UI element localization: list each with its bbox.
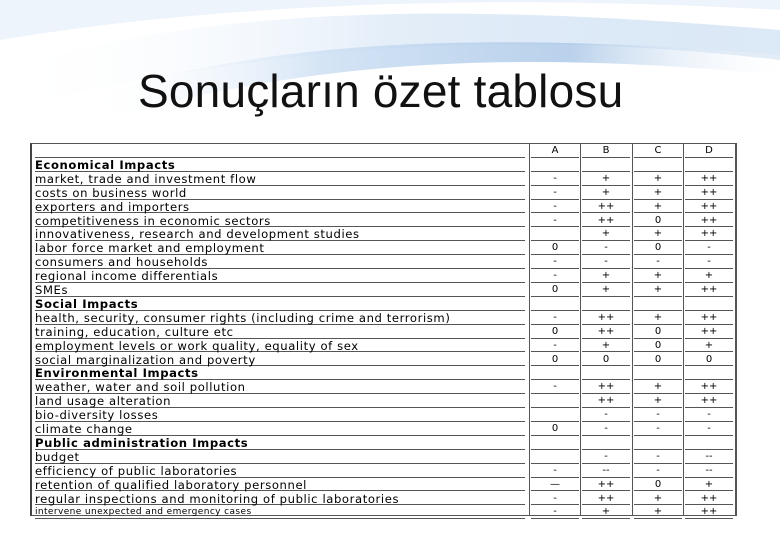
cell-c: +: [634, 311, 682, 325]
table-row: [32, 255, 737, 269]
row-label: innovativeness, research and development studies: [35, 227, 525, 241]
cell-c: [634, 297, 682, 311]
cell-a: [531, 436, 579, 450]
cell-b: -: [582, 241, 630, 255]
table-row: [32, 380, 737, 394]
table-row: [32, 422, 737, 436]
cell-c: [634, 366, 682, 380]
row-label: regular inspections and monitoring of public laboratories: [35, 492, 525, 506]
cell-b: +: [582, 186, 630, 200]
cell-d: [685, 436, 733, 450]
cell-c: 0: [634, 214, 682, 228]
column-header-b: B: [582, 144, 630, 158]
row-label: competitiveness in economic sectors: [35, 214, 525, 228]
table-section-row: [32, 158, 737, 172]
cell-a: —: [531, 478, 579, 492]
row-label: intervene unexpected and emergency cases: [35, 505, 525, 519]
cell-c: +: [634, 283, 682, 297]
cell-b: +: [582, 505, 630, 519]
table-row: [32, 269, 737, 283]
cell-b: -: [582, 408, 630, 422]
cell-d: --: [685, 450, 733, 464]
table-row: [32, 408, 737, 422]
cell-d: -: [685, 408, 733, 422]
cell-b: ++: [582, 311, 630, 325]
table-row: [32, 200, 737, 214]
cell-c: +: [634, 227, 682, 241]
column-header-d: D: [685, 144, 733, 158]
cell-d: [685, 297, 733, 311]
cell-b: +: [582, 269, 630, 283]
row-label: social marginalization and poverty: [35, 353, 525, 367]
cell-b: -: [582, 255, 630, 269]
cell-c: +: [634, 505, 682, 519]
cell-d: [685, 158, 733, 172]
cell-d: ++: [685, 492, 733, 506]
cell-b: -: [582, 450, 630, 464]
row-label: efficiency of public laboratories: [35, 464, 525, 478]
table-header-row: [32, 144, 737, 158]
cell-b: +: [582, 339, 630, 353]
row-label: costs on business world: [35, 186, 525, 200]
cell-d: +: [685, 269, 733, 283]
cell-a: [531, 227, 579, 241]
row-label: SMEs: [35, 283, 525, 297]
cell-b: [582, 366, 630, 380]
table-row: [32, 339, 737, 353]
cell-a: [531, 297, 579, 311]
table-row: [32, 186, 737, 200]
cell-a: -: [531, 200, 579, 214]
row-label: climate change: [35, 422, 525, 436]
cell-c: -: [634, 464, 682, 478]
cell-b: [582, 158, 630, 172]
cell-c: 0: [634, 339, 682, 353]
cell-c: +: [634, 492, 682, 506]
cell-a: -: [531, 186, 579, 200]
cell-a: 0: [531, 422, 579, 436]
cell-a: -: [531, 311, 579, 325]
cell-c: [634, 158, 682, 172]
cell-d: +: [685, 339, 733, 353]
cell-d: -: [685, 422, 733, 436]
cell-d: [685, 366, 733, 380]
row-label: budget: [35, 450, 525, 464]
table-section-row: [32, 366, 737, 380]
cell-d: -: [685, 255, 733, 269]
cell-b: ++: [582, 325, 630, 339]
cell-c: -: [634, 450, 682, 464]
slide-title: Sonuçların özet tablosu: [138, 65, 624, 117]
cell-a: -: [531, 214, 579, 228]
table-row: [32, 172, 737, 186]
section-heading: Economical Impacts: [35, 158, 525, 172]
cell-c: 0: [634, 353, 682, 367]
table-row: [32, 325, 737, 339]
cell-c: +: [634, 172, 682, 186]
cell-d: -: [685, 241, 733, 255]
cell-d: ++: [685, 394, 733, 408]
cell-b: --: [582, 464, 630, 478]
cell-a: [531, 366, 579, 380]
table-row: [32, 353, 737, 367]
row-label: weather, water and soil pollution: [35, 380, 525, 394]
cell-c: -: [634, 255, 682, 269]
cell-d: ++: [685, 505, 733, 519]
row-label: exporters and importers: [35, 200, 525, 214]
cell-c: 0: [634, 478, 682, 492]
cell-d: 0: [685, 353, 733, 367]
section-heading: Environmental Impacts: [35, 366, 525, 380]
table-row: [32, 214, 737, 228]
cell-c: 0: [634, 241, 682, 255]
table-row: [32, 227, 737, 241]
cell-d: ++: [685, 200, 733, 214]
cell-c: [634, 436, 682, 450]
cell-c: +: [634, 200, 682, 214]
cell-c: -: [634, 422, 682, 436]
cell-a: 0: [531, 241, 579, 255]
cell-a: -: [531, 380, 579, 394]
table-row: [32, 311, 737, 325]
section-heading: Social Impacts: [35, 297, 525, 311]
row-label: land usage alteration: [35, 394, 525, 408]
cell-a: -: [531, 255, 579, 269]
cell-b: 0: [582, 353, 630, 367]
cell-a: [531, 394, 579, 408]
row-label: [35, 144, 525, 158]
cell-a: 0: [531, 325, 579, 339]
row-label: retention of qualified laboratory personnel: [35, 478, 525, 492]
cell-a: 0: [531, 353, 579, 367]
column-header-c: C: [634, 144, 682, 158]
table-row: [32, 283, 737, 297]
cell-c: +: [634, 380, 682, 394]
table-row: [32, 450, 737, 464]
row-label: health, security, consumer rights (including crime and terrorism): [35, 311, 525, 325]
cell-d: ++: [685, 325, 733, 339]
cell-a: [531, 408, 579, 422]
cell-d: ++: [685, 283, 733, 297]
cell-b: [582, 297, 630, 311]
cell-a: -: [531, 492, 579, 506]
cell-c: -: [634, 408, 682, 422]
table-row: [32, 394, 737, 408]
table-section-row: [32, 297, 737, 311]
cell-d: ++: [685, 227, 733, 241]
cell-d: +: [685, 478, 733, 492]
cell-d: ++: [685, 214, 733, 228]
cell-d: ++: [685, 380, 733, 394]
cell-d: ++: [685, 311, 733, 325]
cell-d: --: [685, 464, 733, 478]
cell-d: ++: [685, 186, 733, 200]
row-label: market, trade and investment flow: [35, 172, 525, 186]
cell-a: -: [531, 505, 579, 519]
column-header-a: A: [531, 144, 579, 158]
cell-a: -: [531, 464, 579, 478]
cell-b: ++: [582, 200, 630, 214]
cell-b: [582, 436, 630, 450]
table-row: [32, 505, 737, 519]
row-label: training, education, culture etc: [35, 325, 525, 339]
cell-d: ++: [685, 172, 733, 186]
cell-c: 0: [634, 325, 682, 339]
cell-c: +: [634, 186, 682, 200]
table-row: [32, 478, 737, 492]
cell-b: -: [582, 422, 630, 436]
row-label: labor force market and employment: [35, 241, 525, 255]
cell-b: ++: [582, 214, 630, 228]
cell-c: +: [634, 269, 682, 283]
cell-b: ++: [582, 394, 630, 408]
cell-b: ++: [582, 478, 630, 492]
cell-a: -: [531, 339, 579, 353]
cell-b: +: [582, 227, 630, 241]
cell-a: -: [531, 269, 579, 283]
cell-b: +: [582, 172, 630, 186]
section-heading: Public administration Impacts: [35, 436, 525, 450]
row-label: employment levels or work quality, equality of sex: [35, 339, 525, 353]
cell-a: [531, 450, 579, 464]
table-section-row: [32, 436, 737, 450]
cell-b: +: [582, 283, 630, 297]
cell-a: 0: [531, 283, 579, 297]
cell-a: -: [531, 172, 579, 186]
row-label: consumers and households: [35, 255, 525, 269]
table-row: [32, 464, 737, 478]
summary-table: [30, 143, 737, 516]
cell-b: ++: [582, 380, 630, 394]
cell-b: ++: [582, 492, 630, 506]
cell-a: [531, 158, 579, 172]
cell-c: +: [634, 394, 682, 408]
table-row: [32, 241, 737, 255]
row-label: regional income differentials: [35, 269, 525, 283]
row-label: bio-diversity losses: [35, 408, 525, 422]
table-row: [32, 492, 737, 506]
